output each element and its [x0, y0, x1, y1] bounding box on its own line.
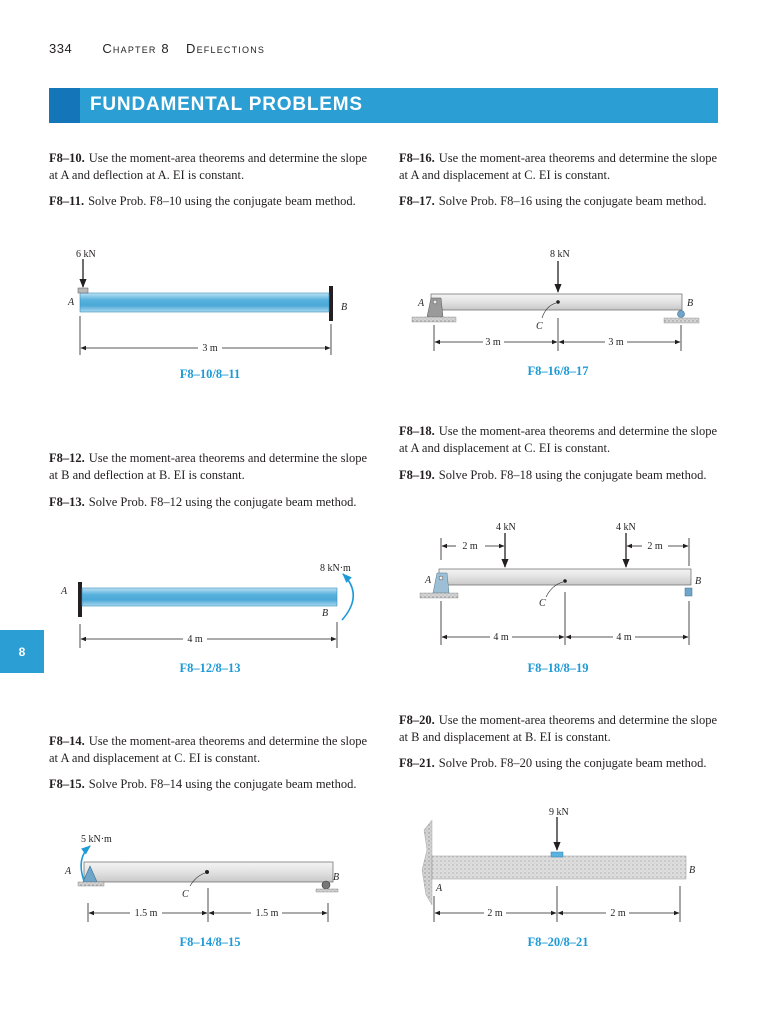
figure-caption-f8-18: F8–18/8–19: [527, 661, 589, 675]
figure-caption-f8-20: F8–20/8–21: [527, 935, 589, 949]
point-b-label: B: [695, 576, 702, 587]
figure-f8-18: [420, 522, 701, 645]
problem-number: F8–17.: [399, 194, 435, 208]
load-label: 9 kN: [549, 807, 569, 818]
problem-number: F8–15.: [49, 777, 85, 791]
figure-f8-10: [67, 249, 347, 355]
pin-bolt: [433, 300, 437, 304]
span-label: 1.5 m: [134, 908, 158, 919]
fixed-wall: [329, 286, 333, 321]
problem-text: Use the moment-area theorems and determine the slope at B and displacement at B. EI is constant.: [399, 713, 717, 744]
figure-f8-14: [64, 834, 339, 922]
point-a-label: A: [65, 866, 72, 877]
span-label: 2 m: [487, 908, 503, 919]
point-a-label: A: [436, 883, 443, 894]
beam: [432, 856, 686, 879]
load-label: 6 kN: [76, 249, 96, 260]
ground: [78, 882, 104, 886]
point-b-label: B: [687, 298, 694, 309]
section-label: Deflections: [186, 41, 266, 56]
span-label: 1.5 m: [255, 908, 279, 919]
problem-text: Solve Prob. F8–16 using the conjugate beam method.: [438, 194, 707, 208]
problem-number: F8–16.: [399, 151, 435, 165]
load-plate: [551, 852, 563, 857]
span-label: 4 m: [493, 632, 509, 643]
point-b-label: B: [333, 872, 340, 883]
problem-text: Use the moment-area theorems and determine the slope at A and displacement at C. EI is constant.: [399, 151, 717, 182]
point-c-label: C: [539, 598, 546, 609]
roller-support: [685, 588, 692, 596]
point-b-label: B: [689, 865, 696, 876]
problem-text: Solve Prob. F8–12 using the conjugate beam method.: [88, 495, 357, 509]
figure-caption-f8-12: F8–12/8–13: [179, 661, 241, 675]
figure-f8-12: [60, 563, 353, 648]
figure-f8-16: [412, 249, 699, 351]
beam: [80, 293, 329, 312]
problem-number: F8–12.: [49, 451, 85, 465]
point-c-label: C: [536, 321, 543, 332]
point-a-label: A: [418, 298, 425, 309]
problem-text: Use the moment-area theorems and determine the slope at B and deflection at B. EI is constant.: [49, 451, 367, 482]
problem-number: F8–19.: [399, 468, 435, 482]
load-1-label: 4 kN: [496, 522, 516, 533]
span-label: 4 m: [616, 632, 632, 643]
point-a-label: A: [425, 575, 432, 586]
problem-text: Solve Prob. F8–18 using the conjugate beam method.: [438, 468, 707, 482]
point-a-label: A: [68, 297, 75, 308]
figure-caption-f8-14: F8–14/8–15: [179, 935, 241, 949]
moment-label: 5 kN·m: [81, 834, 112, 845]
fixed-wall: [422, 820, 432, 905]
point-c-dot: [563, 579, 567, 583]
point-b-label: B: [341, 302, 348, 313]
load-label: 8 kN: [550, 249, 570, 260]
banner-title: FUNDAMENTAL PROBLEMS: [90, 94, 363, 115]
pin-bolt: [439, 576, 443, 580]
ground: [664, 318, 699, 323]
problem-text: Use the moment-area theorems and determine the slope at A and displacement at C. EI is constant.: [399, 424, 717, 455]
span-label: 3 m: [485, 337, 501, 348]
ground: [420, 593, 458, 598]
chapter-label: Chapter 8: [102, 41, 170, 56]
moment-arrow: [342, 574, 353, 620]
problem-text: Solve Prob. F8–14 using the conjugate beam method.: [88, 777, 357, 791]
offset-label: 2 m: [647, 541, 663, 552]
problem-number: F8–13.: [49, 495, 85, 509]
span-label: 3 m: [202, 343, 218, 354]
roller-support: [322, 881, 330, 889]
problem-number: F8–20.: [399, 713, 435, 727]
offset-label: 2 m: [462, 541, 478, 552]
figure-f8-20: [422, 807, 695, 922]
page-number: 334: [49, 41, 73, 56]
moment-label: 8 kN·m: [320, 563, 351, 574]
load-2-label: 4 kN: [616, 522, 636, 533]
ground: [316, 889, 338, 892]
problem-text: Solve Prob. F8–20 using the conjugate beam method.: [438, 756, 707, 770]
point-c-dot: [556, 300, 560, 304]
point-a-label: A: [61, 586, 68, 597]
point-c-label: C: [182, 889, 189, 900]
roller-support: [678, 311, 685, 318]
ground: [412, 317, 456, 322]
beam: [82, 588, 337, 606]
problem-number: F8–11.: [49, 194, 85, 208]
problem-text: Solve Prob. F8–10 using the conjugate beam method.: [88, 194, 356, 208]
problem-text: Use the moment-area theorems and determine the slope at A and deflection at A. EI is constant.: [49, 151, 367, 182]
chapter-thumb-label: 8: [18, 644, 26, 659]
problem-number: F8–14.: [49, 734, 85, 748]
figure-caption-f8-10: F8–10/8–11: [179, 367, 241, 381]
point-c-dot: [205, 870, 209, 874]
span-label: 4 m: [187, 634, 203, 645]
problem-number: F8–18.: [399, 424, 435, 438]
fixed-wall: [78, 582, 82, 617]
span-label: 3 m: [608, 337, 624, 348]
figure-caption-f8-16: F8–16/8–17: [527, 364, 589, 378]
load-plate: [78, 288, 88, 293]
problem-text: Use the moment-area theorems and determine the slope at A and displacement at C. EI is constant.: [49, 734, 367, 765]
problem-number: F8–10.: [49, 151, 85, 165]
problem-number: F8–21.: [399, 756, 435, 770]
point-b-label: B: [322, 608, 329, 619]
span-label: 2 m: [610, 908, 626, 919]
